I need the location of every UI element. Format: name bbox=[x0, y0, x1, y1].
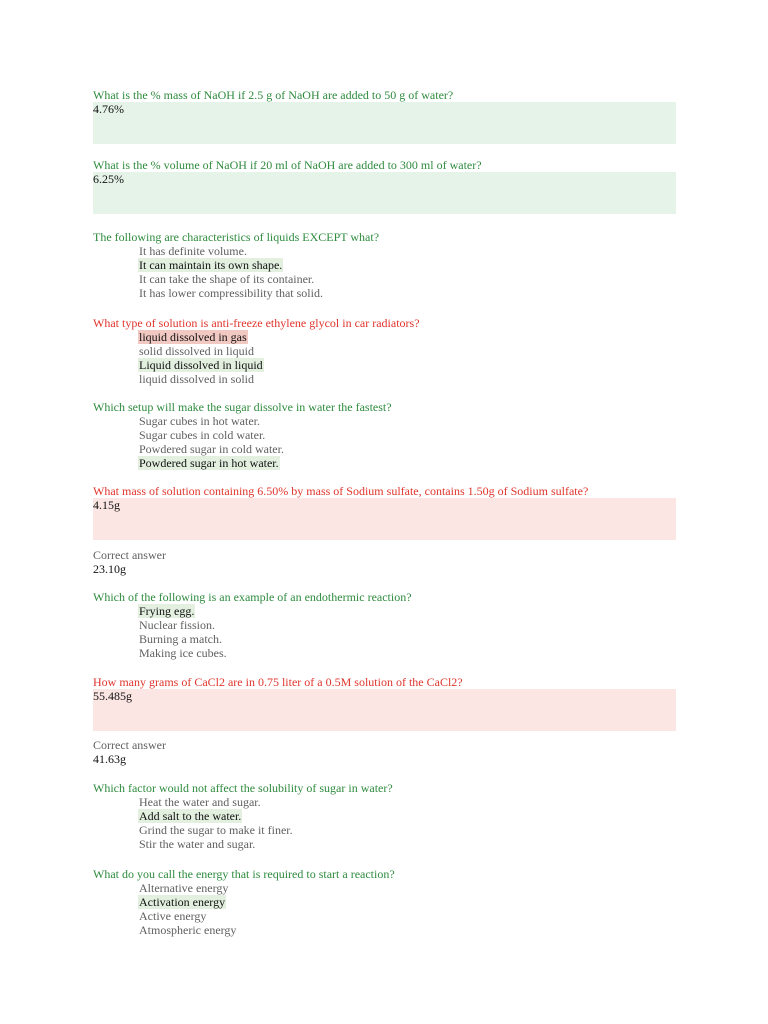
correct-answer-value: 23.10g bbox=[93, 562, 126, 576]
option-correct: Liquid dissolved in liquid bbox=[139, 358, 263, 372]
answer-box bbox=[93, 689, 676, 731]
option-selected-wrong: liquid dissolved in gas bbox=[139, 330, 247, 344]
option: solid dissolved in liquid bbox=[139, 344, 255, 358]
question-text: Which setup will make the sugar dissolve in water the fastest? bbox=[93, 400, 392, 414]
option-selected: Add salt to the water. bbox=[139, 809, 242, 823]
answer-box bbox=[93, 498, 676, 540]
question-text: What type of solution is anti-freeze ethylene glycol in car radiators? bbox=[93, 316, 420, 330]
question-block bbox=[93, 88, 676, 144]
question-block bbox=[93, 484, 676, 576]
question-text: How many grams of CaCl2 are in 0.75 liter of a 0.5M solution of the CaCl2? bbox=[93, 675, 463, 689]
question-text: Which of the following is an example of an endothermic reaction? bbox=[93, 590, 412, 604]
answer-value: 55.485g bbox=[93, 689, 132, 703]
option: Stir the water and sugar. bbox=[139, 837, 256, 851]
option: Sugar cubes in cold water. bbox=[139, 428, 266, 442]
answer-box bbox=[93, 172, 676, 214]
option-selected: Frying egg. bbox=[139, 604, 195, 618]
answer-value: 6.25% bbox=[93, 172, 124, 186]
correct-answer-value: 41.63g bbox=[93, 752, 126, 766]
question-text: The following are characteristics of liquids EXCEPT what? bbox=[93, 230, 380, 244]
option-selected: Powdered sugar in hot water. bbox=[139, 456, 279, 470]
question-block bbox=[93, 675, 676, 766]
question-text: What is the % mass of NaOH if 2.5 g of NaOH are added to 50 g of water? bbox=[93, 88, 454, 102]
option: Heat the water and sugar. bbox=[139, 795, 261, 809]
correct-answer-label: Correct answer bbox=[93, 738, 166, 752]
answer-value: 4.15g bbox=[93, 498, 120, 512]
option: Making ice cubes. bbox=[139, 646, 227, 660]
question-block bbox=[93, 316, 676, 386]
question-block bbox=[93, 867, 676, 937]
options-list bbox=[93, 881, 676, 937]
options-list bbox=[93, 330, 676, 386]
option: Powdered sugar in cold water. bbox=[139, 442, 284, 456]
question-block bbox=[93, 230, 676, 300]
option: It can take the shape of its container. bbox=[139, 272, 315, 286]
option: Nuclear fission. bbox=[139, 618, 215, 632]
question-block bbox=[93, 158, 676, 214]
options-list bbox=[93, 604, 676, 660]
question-block bbox=[93, 781, 676, 851]
options-list bbox=[93, 795, 676, 851]
option: liquid dissolved in solid bbox=[139, 372, 255, 386]
option: It has definite volume. bbox=[139, 244, 247, 258]
option: It has lower compressibility that solid. bbox=[139, 286, 323, 300]
option: Sugar cubes in hot water. bbox=[139, 414, 260, 428]
option: Burning a match. bbox=[139, 632, 222, 646]
question-block bbox=[93, 400, 676, 470]
answer-box bbox=[93, 102, 676, 144]
question-text: What do you call the energy that is required to start a reaction? bbox=[93, 867, 395, 881]
question-text: What is the % volume of NaOH if 20 ml of NaOH are added to 300 ml of water? bbox=[93, 158, 482, 172]
answer-value: 4.76% bbox=[93, 102, 124, 116]
question-block bbox=[93, 590, 676, 660]
question-text: Which factor would not affect the solubility of sugar in water? bbox=[93, 781, 393, 795]
options-list bbox=[93, 414, 676, 470]
option: Atmospheric energy bbox=[139, 923, 237, 937]
option: Active energy bbox=[139, 909, 207, 923]
options-list bbox=[93, 244, 676, 300]
question-text: What mass of solution containing 6.50% by mass of Sodium sulfate, contains 1.50g of Sodium sulfate? bbox=[93, 484, 589, 498]
quiz-results bbox=[93, 88, 676, 937]
option-selected: It can maintain its own shape. bbox=[139, 258, 283, 272]
option: Grind the sugar to make it finer. bbox=[139, 823, 293, 837]
correct-answer-label: Correct answer bbox=[93, 548, 166, 562]
option-selected: Activation energy bbox=[139, 895, 226, 909]
option: Alternative energy bbox=[139, 881, 229, 895]
